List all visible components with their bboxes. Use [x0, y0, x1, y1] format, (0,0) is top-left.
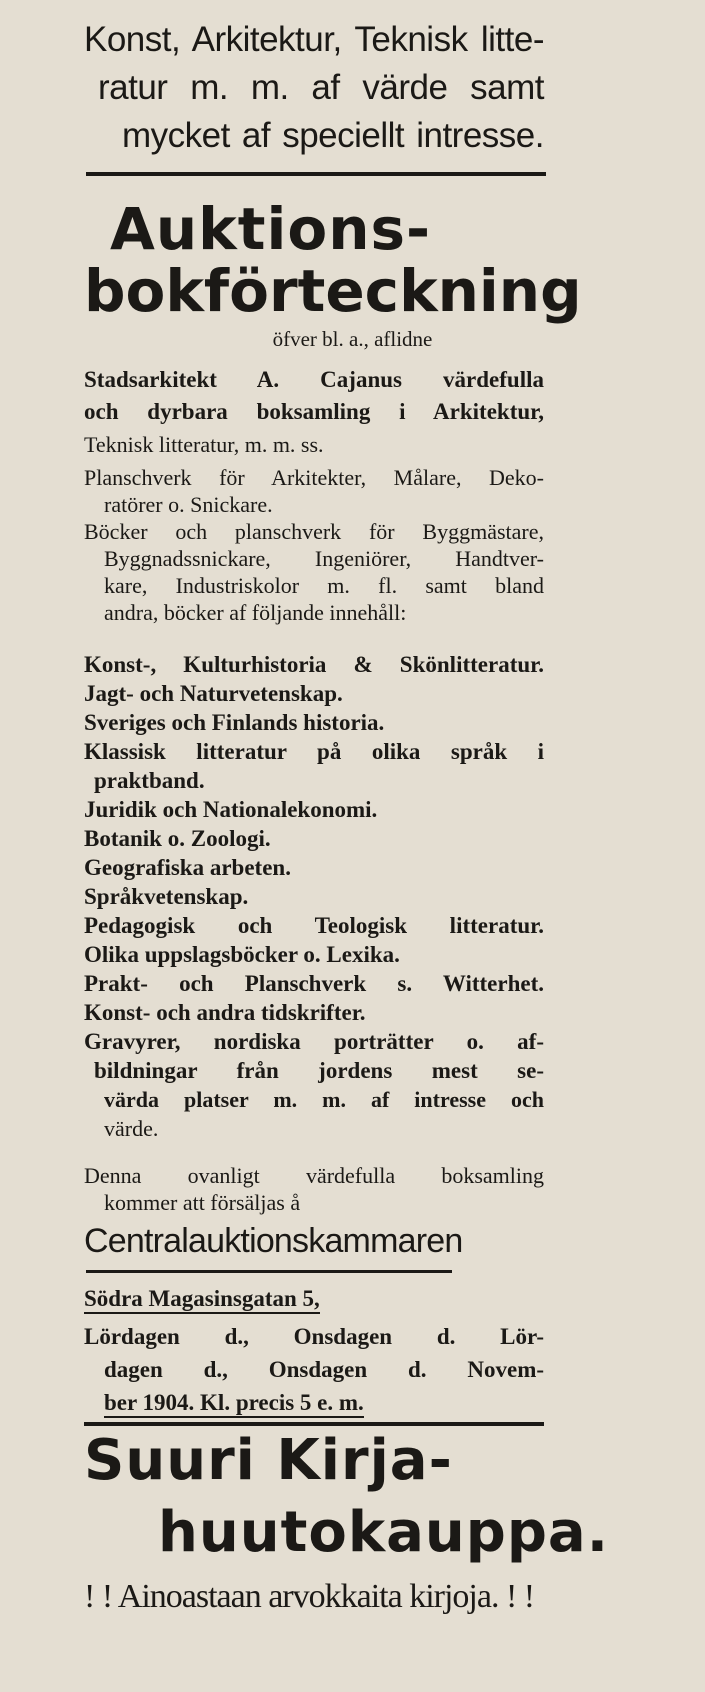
finnish-title-line-2: huutokauppa. [158, 1500, 609, 1565]
category-item: praktband. [94, 768, 205, 793]
venue-name: Centralauktionskammaren [84, 1222, 463, 1260]
top-divider [86, 172, 546, 176]
category-item: Prakt- och Planschverk s. Witterhet. [84, 971, 544, 996]
title-line-2: bokförteckning [84, 257, 582, 325]
category-item: Juridik och Nationalekonomi. [84, 797, 378, 822]
category-item: Klassisk litteratur på olika språk i [84, 739, 544, 764]
intro-line-9: andra, böcker af följande innehåll: [104, 600, 407, 625]
subtitle: öfver bl. a., aflidne [272, 327, 433, 351]
finnish-title-line-1: Suuri Kirja- [84, 1428, 453, 1493]
category-item: Geografiska arbeten. [84, 855, 291, 880]
venue-rule [86, 1270, 452, 1273]
header-line-3: mycket af speciellt intresse. [122, 116, 544, 155]
category-item: värde. [104, 1116, 159, 1141]
intro-line-4: Planschverk för Arkitekter, Målare, Deko- [84, 465, 544, 490]
category-list [84, 650, 544, 1143]
dates-block [84, 1320, 544, 1419]
bottom-divider [84, 1422, 544, 1426]
dates-line-1-part-a: Lördagen d. [84, 1324, 244, 1349]
closing-line-1: Denna ovanligt värdefulla boksamling [84, 1163, 544, 1188]
dates-line-3 [84, 1386, 544, 1419]
dates-line-1 [84, 1320, 544, 1353]
dates-line-3-text: ber 1904. Kl. precis 5 e. m. [104, 1390, 364, 1418]
header-line-2: ratur m. m. af värde samt [98, 68, 544, 107]
dates-line-2-part-a: dagen d. [104, 1357, 223, 1382]
category-item: Sveriges och Finlands historia. [84, 710, 385, 735]
intro-line-3: Teknisk litteratur, m. m. ss. [84, 432, 324, 457]
header-line-1: Konst, Arkitektur, Teknisk litte- [84, 20, 544, 59]
dates-line-2-part-c: Novem- [426, 1357, 545, 1382]
intro-block [84, 366, 544, 626]
dates-line-2-part-b: , Onsdagen d. [222, 1357, 427, 1382]
intro-line-1: Stadsarkitekt A. Cajanus värdefulla [84, 367, 544, 392]
closing-block [84, 1162, 544, 1216]
category-item: Konst- och andra tidskrifter. [84, 1000, 366, 1025]
title-line-1: Auktions- [110, 195, 432, 263]
category-item: Jagt- och Naturvetenskap. [84, 681, 343, 706]
dates-line-1-part-c: Lör- [455, 1324, 544, 1349]
closing-line-2: kommer att försäljas å [104, 1190, 301, 1215]
category-item: värda platser m. m. af intresse och [104, 1087, 544, 1112]
intro-line-5: ratörer o. Snickare. [104, 492, 273, 517]
address-text: Södra Magasinsgatan 5, [84, 1286, 320, 1314]
category-item: Pedagogisk och Teologisk litteratur. [84, 913, 544, 938]
category-item: Språkvetenskap. [84, 884, 249, 909]
dates-line-2 [84, 1353, 544, 1386]
category-item: Olika uppslagsböcker o. Lexika. [84, 942, 400, 967]
category-item: Botanik o. Zoologi. [84, 826, 271, 851]
intro-line-2: och dyrbara boksamling i Arkitektur, [84, 399, 544, 424]
intro-line-6: Böcker och planschverk för Byggmästare, [84, 519, 544, 544]
dates-line-1-part-b: , Onsdagen d. [243, 1324, 456, 1349]
finnish-tagline: ! ! Ainoastaan arvokkaita kirjoja. ! ! [84, 1578, 535, 1615]
category-item: Gravyrer, nordiska porträtter o. af- [84, 1029, 544, 1054]
intro-line-7: Byggnadssnickare, Ingeniörer, Handtver- [104, 546, 544, 571]
category-item: Konst-, Kulturhistoria & Skönlitteratur. [84, 652, 544, 677]
address-line [84, 1282, 544, 1315]
intro-line-8: kare, Industriskolor m. fl. samt bland [104, 573, 544, 598]
category-item: bildningar från jordens mest se- [94, 1058, 544, 1083]
header-block [84, 16, 544, 160]
